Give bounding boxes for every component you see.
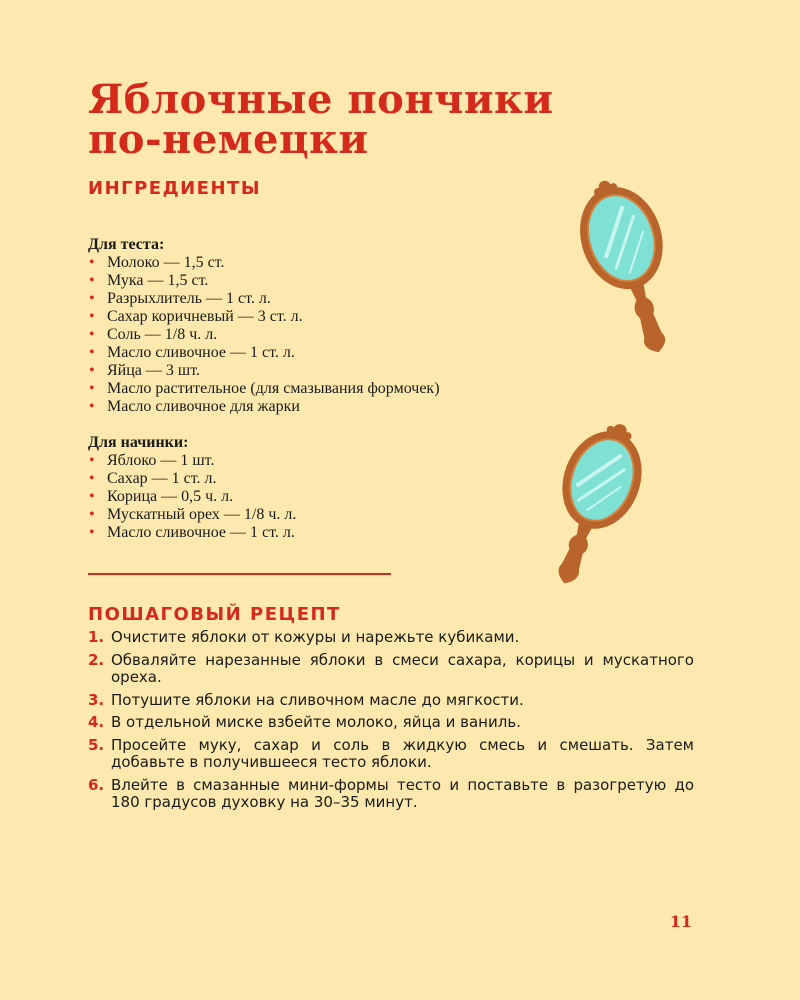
step-text: Потушите яблоки на сливочном масле до мягкости. — [111, 690, 524, 709]
step-item — [88, 692, 694, 710]
list-item: • Мука — 1,5 ст. — [89, 272, 209, 289]
bullet-icon: • — [89, 506, 95, 523]
list-item: • Масло сливочное — 1 ст. л. — [89, 344, 295, 361]
step-text: Очистите яблоки от кожуры и нарежьте кубиками. — [111, 628, 520, 646]
step-text: Обваляйте нарезанные яблоки в смеси сахара, корицы и мускатного ореха. — [111, 650, 694, 686]
bullet-icon: • — [89, 308, 95, 325]
list-item: • Корица — 0,5 ч. л. — [89, 488, 234, 505]
title-line-1: Яблочные пончики — [88, 76, 554, 123]
bullet-icon: • — [89, 524, 95, 541]
bullet-icon: • — [89, 380, 95, 397]
hand-mirror-icon — [565, 170, 680, 370]
step-item — [88, 714, 694, 732]
bullet-icon: • — [89, 272, 95, 289]
list-item: • Масло сливочное для жарки — [89, 398, 300, 415]
step-number: 2. — [88, 650, 105, 669]
list-item: • Масло растительное (для смазывания формочек) — [89, 380, 440, 397]
bullet-icon: • — [89, 488, 95, 505]
filling-list — [88, 452, 548, 542]
steps-heading: ПОШАГОВЫЙ РЕЦЕПТ — [88, 604, 341, 625]
bullet-icon: • — [89, 362, 95, 379]
step-item — [88, 737, 694, 772]
list-item: • Соль — 1/8 ч. л. — [89, 326, 218, 343]
list-item: • Сахар — 1 ст. л. — [89, 470, 217, 487]
step-number: 3. — [88, 690, 105, 709]
step-text: Просейте муку, сахар и соль в жидкую смесь и смешать. Затем добавьте в получившееся тесто яблоки. — [111, 735, 694, 771]
bullet-icon: • — [89, 398, 95, 415]
page-number: 11 — [669, 912, 692, 931]
title-line-2: по-немецки — [88, 116, 369, 163]
list-item: • Молоко — 1,5 ст. — [89, 254, 225, 271]
steps-list — [88, 629, 694, 817]
bullet-icon: • — [89, 290, 95, 307]
bullet-icon: • — [89, 254, 95, 271]
hand-mirror-icon — [540, 410, 665, 595]
list-item: • Мускатный орех — 1/8 ч. л. — [89, 506, 297, 523]
step-text: В отдельной миске взбейте молоко, яйца и ваниль. — [111, 713, 521, 731]
list-item: • Разрыхлитель — 1 ст. л. — [89, 290, 271, 307]
list-item: • Сахар коричневый — 3 ст. л. — [89, 308, 303, 325]
section-divider — [88, 573, 391, 575]
step-text: Влейте в смазанные мини-формы тесто и поставьте в разогретую до 180 градусов духовку на 30–35 минут. — [111, 775, 694, 811]
step-number: 6. — [88, 775, 105, 794]
bullet-icon: • — [89, 452, 95, 469]
step-item — [88, 629, 694, 647]
dough-list — [88, 254, 548, 416]
dough-group-title: Для теста: — [88, 236, 165, 253]
bullet-icon: • — [89, 470, 95, 487]
step-number: 4. — [88, 713, 105, 731]
step-item — [88, 777, 694, 812]
list-item: • Масло сливочное — 1 ст. л. — [89, 524, 295, 541]
step-number: 1. — [88, 628, 105, 646]
ingredients-section — [88, 236, 548, 560]
ingredients-heading: ИНГРЕДИЕНТЫ — [88, 178, 261, 199]
list-item: • Яйца — 3 шт. — [89, 362, 201, 379]
bullet-icon: • — [89, 344, 95, 361]
list-item: • Яблоко — 1 шт. — [89, 452, 215, 469]
step-item — [88, 652, 694, 687]
filling-group-title: Для начинки: — [88, 434, 189, 451]
step-number: 5. — [88, 735, 105, 754]
bullet-icon: • — [89, 326, 95, 343]
page-title — [88, 76, 608, 163]
